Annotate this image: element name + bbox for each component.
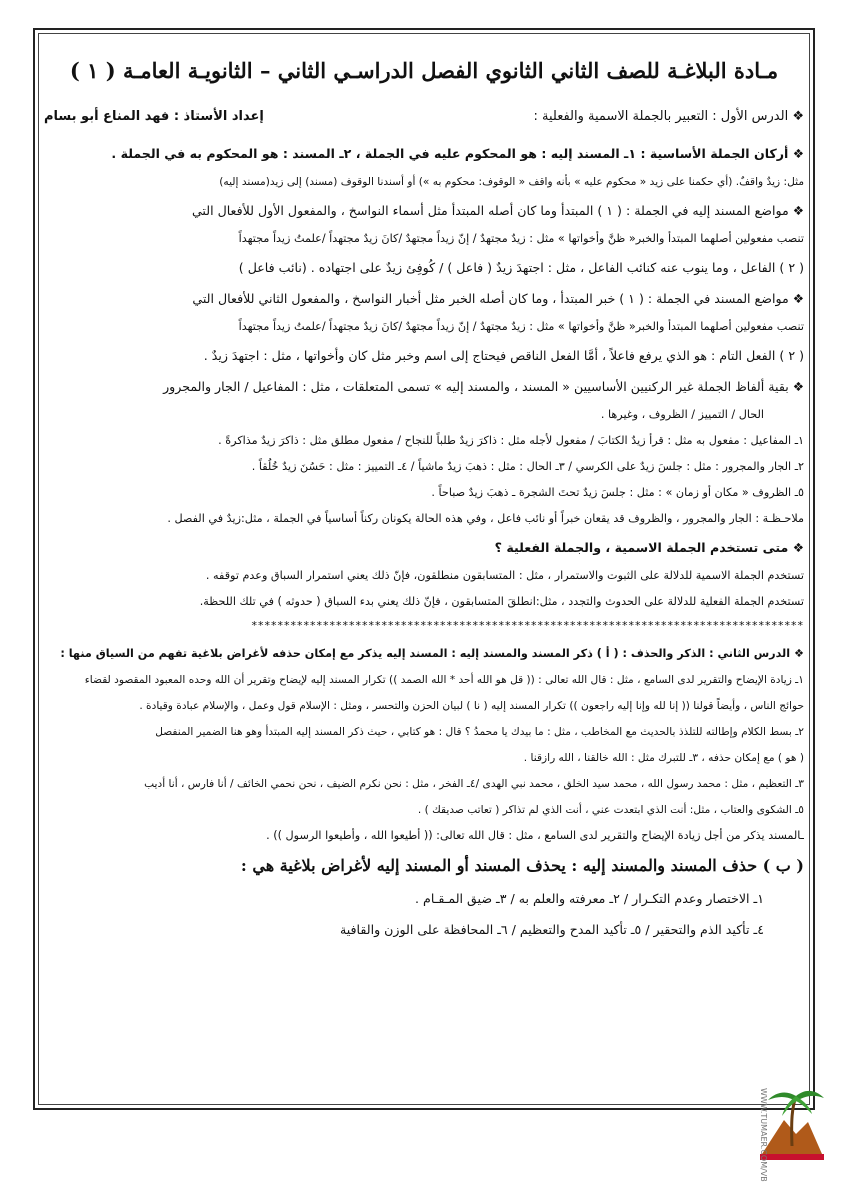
text-line: تستخدم الجملة الفعلية للدلالة على الحدوث والتجدد ، مثل:انطلقَ المتسابقون ، فإنّ ذلك يعني بدء السباق ( حدوثه ) في تلك اللحظة. [199, 595, 804, 608]
site-watermark: WWW.TUMAER.COM/VB [759, 1088, 768, 1182]
document-title: مـادة البلاغـة للصف الثاني الثانوي الفصل الدراسـي الثاني – الثانويـة العامـة ( ١ ) [69, 58, 779, 83]
text-line: تستخدم الجملة الاسمية للدلالة على الثبوت والاستمرار ، مثل : المتسابقون منطلقون، فإنّ ذلك يعني استمرار السباق وعدم توقفه . [205, 569, 804, 582]
text-line: ❖ أركان الجملة الأساسية : ١ـ المسند إليه : هو المحكوم عليه في الجملة ، ٢ـ المسند : هو المحكوم به في الجملة . [111, 146, 804, 161]
author-credit: إعداد الأستاذ : فهد المناع أبو بسام [44, 109, 264, 124]
list-item: حوائج الناس ، وأيضاً قولنا (( إنا لله وإنا إليه راجعون )) تكرار المسند إليه ( نا ) لبيان الحزن والتحسر ، ومثل : الإسلام قول وعمل ، والإسلام عبادة وقيادة . [139, 700, 804, 712]
text-line: ❖ مواضع المسند في الجملة : ( ١ ) خبر المبتدأ ، وما كان أصله الخبر مثل أخبار النواسخ ، والمفعول الثاني للأفعال التي [192, 291, 804, 306]
list-item: ٥ـ الشكوى والعتاب ، مثل: أنت الذي ابتعدت عني ، أنت الذي لم تذاكر ( تعاتب صديقك ) . [417, 804, 804, 816]
text-line: مثل: زيدٌ واقفٌ. (أي حكمنا على زيد « محكوم عليه » بأنه واقف « الوقوف: محكوم به ») أو أسندنا الوقوف (مسند) إلى زيد(مسند إليه) [219, 176, 804, 188]
reasons-row: ١ـ الاختصار وعدم التكـرار / ٢ـ معرفته والعلم به / ٣ـ ضيق المـقـام . [415, 891, 764, 906]
text-line: تنصب مفعولين أصلهما المبتدأ والخبر« ظنَّ وأخواتها » مثل : زيدٌ مجتهدٌ / إنّ زيداً مجتهدٌ /كانَ زيدٌ مجتهداً /علمتُ زيداً مجتهداً [238, 320, 804, 333]
question-line: ❖ متى تستخدم الجملة الاسمية ، والجملة الفعلية ؟ [494, 540, 804, 555]
list-item: ٣ـ التعظيم ، مثل : محمد رسول الله ، محمد سيد الخلق ، محمد نبي الهدى /٤ـ الفخر ، مثل : نحن نكرم الضيف ، نحن نحمي الخائف / أنا فارس ، أنا أديب [144, 778, 804, 790]
text-line: ٥ـ الظروف « مكان أو زمان » : مثل : جلسَ زيدٌ تحتَ الشجرة ـ ذهبَ زيدٌ صباحاً . [431, 486, 804, 499]
text-line: ❖ بقية ألفاظ الجملة غير الركنيين الأساسيين « المسند ، والمسند إليه » تسمى المتعلقات ، مثل : المفاعيل / الجار والمجرور [163, 379, 804, 394]
list-item: ـالمسند يذكر من أجل زيادة الإيضاح والتقرير لدى السامع ، مثل : قال الله تعالى: (( أطيعوا الله ، وأطيعوا الرسول )) . [266, 829, 804, 842]
text-line: تنصب مفعولين أصلهما المبتدأ والخبر« ظنَّ وأخواتها » مثل : زيدٌ مجتهدٌ / إنّ زيداً مجتهدٌ /كانَ زيدٌ مجتهداً /علمتُ زيداً مجتهداً [238, 232, 804, 245]
lesson1-title: ❖ الدرس الأول : التعبير بالجملة الاسمية والفعلية : [533, 109, 804, 124]
lesson2-heading: ❖ الدرس الثاني : الذكر والحذف : ( أ ) ذكر المسند والمسند إليه : المسند إليه يذكر مع إمكان حذفه لأغراض بلاغية تفهم من السياق منها : [60, 647, 804, 660]
text-line: ( ٢ ) الفاعل ، وما ينوب عنه كنائب الفاعل ، مثل : اجتهدَ زيدٌ ( فاعل ) / كُوفِئ زيدٌ على اجتهاده . (نائب فاعل ) [238, 260, 804, 275]
text-line: ١ـ المفاعيل : مفعول به مثل : قرأ زيدٌ الكتابَ / مفعول لأجله مثل : ذاكرَ زيدٌ طلباً للنجاح / مفعول مطلق مثل : ذاكرَ زيدٌ مذاكرةً . [218, 434, 804, 447]
star-divider: ************************************************************************************* [251, 619, 804, 632]
list-item: ( هو ) مع إمكان حذفه ، ٣ـ للتبرك مثل : الله خالقنا ، الله رازقنا . [523, 752, 804, 764]
document-page [44, 50, 804, 945]
reasons-row: ٤ـ تأكيد الذم والتحقير / ٥ـ تأكيد المدح والتعظيم / ٦ـ المحافظة على الوزن والقافية [339, 922, 764, 937]
text-line: ❖ مواضع المسند إليه في الجملة : ( ١ ) المبتدأ وما كان أصله المبتدأ مثل أسماء النواسخ ، والمفعول الأول للأفعال التي [191, 203, 804, 218]
text-line: الحال / التمييز / الظروف ، وغيرها . [600, 408, 764, 421]
note-line: ملاحـظـة : الجار والمجرور ، والظروف قد يقعان خبراً أو نائب فاعل ، وفي هذه الحالة يكونان ركناً أساسياً في الجملة ، مثل:زيدٌ في الفصل . [167, 512, 804, 525]
list-item: ١ـ زيادة الإيضاح والتقرير لدى السامع ، مثل : قال الله تعالى : (( قل هو الله أحد * الله الصمد )) تكرار المسند إليه لإيضاح وتقرير أن الله وحده المعبود المقصود لقضاء [84, 674, 804, 686]
lesson-header [44, 109, 804, 124]
text-line: ٢ـ الجار والمجرور : مثل : جلسَ زيدٌ على الكرسي / ٣ـ الحال : مثل : ذهبَ زيدٌ ماشياً / ٤ـ التمييز : مثل : حَسُنَ زيدٌ خُلُقاً . [251, 460, 804, 473]
list-item: ٢ـ بسط الكلام وإطالته للتلذذ بالحديث مع المخاطب ، مثل : ما بيدك يا محمدُ ؟ قال : هو كتابي ، حيث ذكر المسند إليه المبتدأ وهو هنا الضمير المنفصل [155, 726, 804, 738]
text-line: ( ٢ ) الفعل التام : هو الذي يرفع فاعلاً ، أمَّا الفعل الناقص فيحتاج إلى اسم وخبر مثل كان وأخواتها ، مثل : اجتهدَ زيدٌ . [203, 348, 804, 363]
part-b-heading: ( ب ) حذف المسند والمسند إليه : يحذف المسند أو المسند إليه لأغراض بلاغية هي : [240, 856, 804, 875]
